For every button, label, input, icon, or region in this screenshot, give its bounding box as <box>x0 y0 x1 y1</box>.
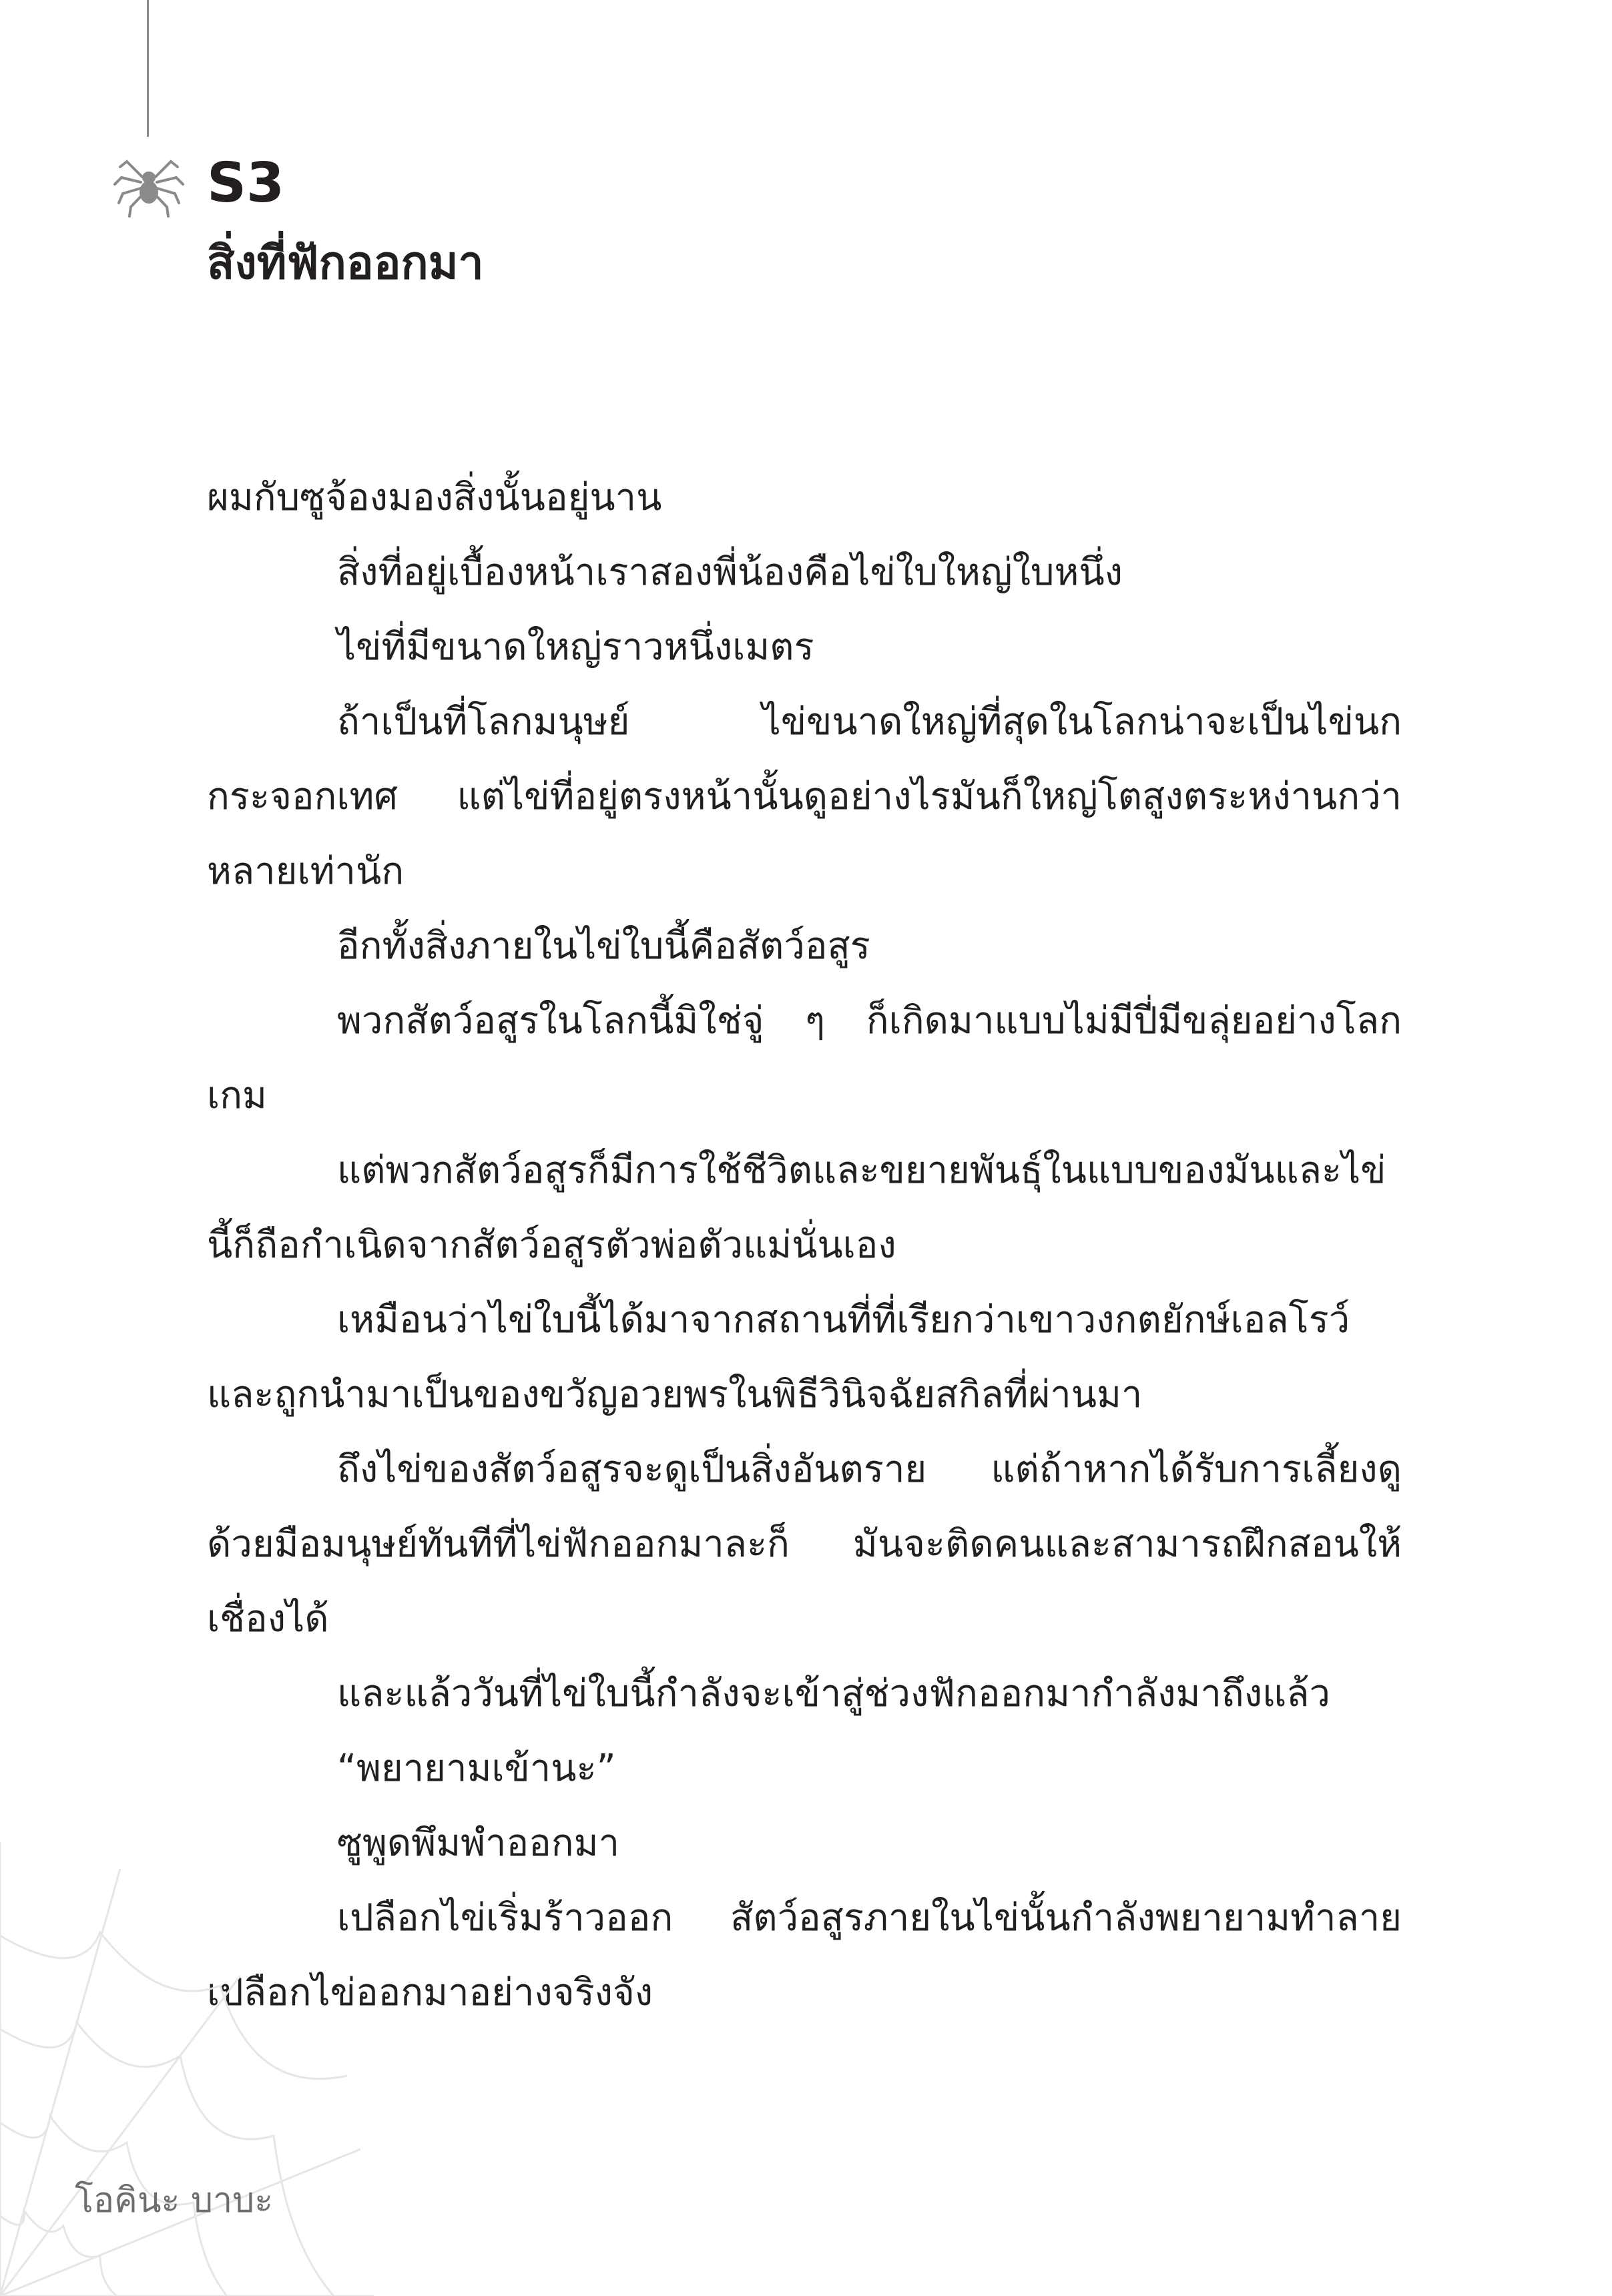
paragraph: พวกสัตว์อสูรในโลกนี้มิใช่จู่ ๆ ก็เกิดมาแบบไม่มีปี่มีขลุ่ยอย่างโลกเกม <box>207 999 1402 1117</box>
paragraph: ไข่ที่มีขนาดใหญ่ราวหนึ่งเมตร <box>337 625 814 669</box>
paragraph: แต่พวกสัตว์อสูรก็มีการใช้ชีวิตและขยายพันธุ์ในแบบของมันและไข่นี้ก็ถือกำเนิดจากสัตว์อสูรตัวพ่อตัวแม่นั่นเอง <box>207 1149 1386 1267</box>
chapter-title: สิ่งที่ฟักออกมา <box>207 237 484 290</box>
chapter-number: S3 <box>207 152 285 215</box>
paragraph: ถึงไข่ของสัตว์อสูรจะดูเป็นสิ่งอันตราย แต่ถ้าหากได้รับการเลี้ยงดูด้วยมือมนุษย์ทันทีที่ไข่ฟักออกมาละก็ มันจะติดคนและสามารถฝึกสอนให้เชื่องได้ <box>207 1448 1402 1641</box>
paragraph: ซูพูดพึมพำออกมา <box>337 1821 620 1865</box>
paragraph: ถ้าเป็นที่โลกมนุษย์ ไข่ขนาดใหญ่ที่สุดในโลกน่าจะเป็นไข่นกกระจอกเทศ แต่ไข่ที่อยู่ตรงหน้านั้นดูอย่างไรมันก็ใหญ่โตสูงตระหง่านกว่าหลายเท่านัก <box>207 700 1402 893</box>
spider-web-icon <box>0 1842 374 2296</box>
paragraph: เปลือกไข่เริ่มร้าวออก สัตว์อสูรภายในไข่นั้นกำลังพยายามทำลายเปลือกไข่ออกมาอย่างจริงจัง <box>207 1896 1402 2014</box>
paragraph: “พยายามเข้านะ” <box>337 1747 616 1790</box>
footer-author: โอคินะ บาบะ <box>75 2181 274 2221</box>
paragraph: และแล้ววันที่ไข่ใบนี้กำลังจะเข้าสู่ช่วงฟักออกมากำลังมาถึงแล้ว <box>337 1672 1330 1715</box>
paragraph: ผมกับซูจ้องมองสิ่งนั้นอยู่นาน <box>207 476 662 519</box>
paragraph: สิ่งที่อยู่เบื้องหน้าเราสองพี่น้องคือไข่ใบใหญ่ใบหนึ่ง <box>337 551 1123 594</box>
paragraph: เหมือนว่าไข่ใบนี้ได้มาจากสถานที่ที่เรียกว่าเขาวงกตยักษ์เอลโรว์และถูกนำมาเป็นของขวัญอวยพรในพิธีวินิจฉัยสกิลที่ผ่านมา <box>207 1298 1350 1416</box>
chapter-body <box>207 461 1402 2030</box>
paragraph: อีกทั้งสิ่งภายในไข่ใบนี้คือสัตว์อสูร <box>337 924 870 968</box>
spider-icon <box>112 147 186 220</box>
spider-thread <box>147 0 149 137</box>
